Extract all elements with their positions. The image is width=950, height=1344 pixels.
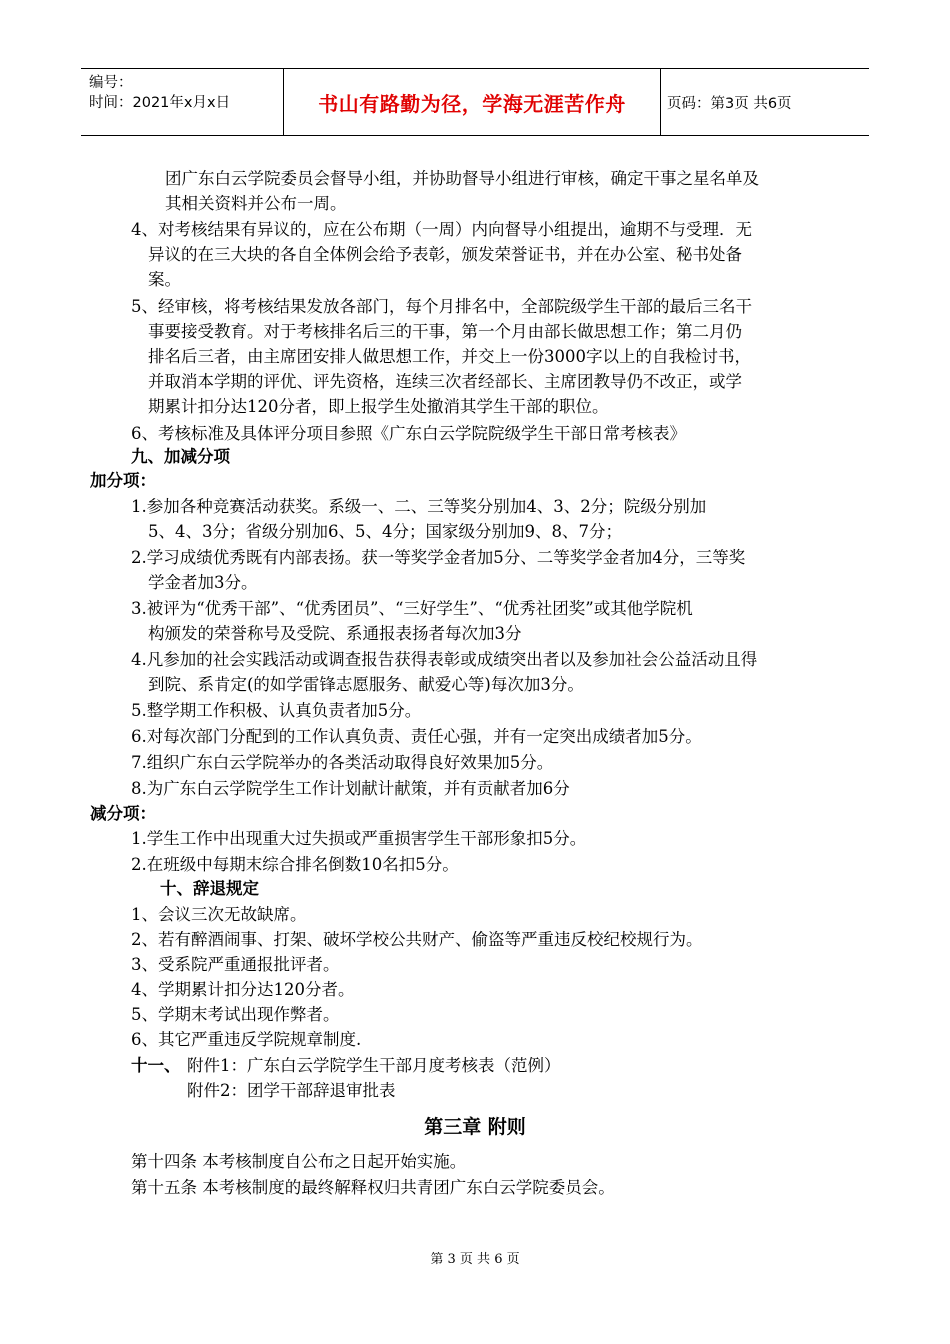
list-item: 8.为广东白云学院学生工作计划献计献策，并有贡献者加6分 — [131, 779, 570, 798]
paragraph-line: 事要接受教育。对于考核排名后三的干事，第一个月由部长做思想工作；第二月仍 — [148, 322, 742, 341]
number-label: 编号： — [89, 75, 133, 91]
list-item: 4.凡参加的社会实践活动或调查报告获得表彰或成绩突出者以及参加社会公益活动且得 — [131, 650, 758, 669]
paragraph-line: 其相关资料并公布一周。 — [165, 194, 347, 213]
section-heading: 十一、 — [131, 1056, 181, 1075]
list-item: 4、学期累计扣分达120分者。 — [131, 980, 355, 999]
paragraph-line: 排名后三者，由主席团安排人做思想工作，并交上一份3000字以上的自我检讨书， — [148, 347, 751, 366]
article-line: 第十四条 本考核制度自公布之日起开始实施。 — [131, 1152, 467, 1171]
chapter-title: 第三章 附则 — [424, 1116, 526, 1138]
paragraph-line: 团广东白云学院委员会督导小组，并协助督导小组进行审核，确定干事之星名单及 — [165, 169, 759, 188]
list-item: 5、4、3分；省级分别加6、5、4分；国家级分别加9、8、7分； — [148, 522, 622, 541]
list-item: 1.学生工作中出现重大过失损或严重损害学生干部形象扣5分。 — [131, 829, 587, 848]
paragraph-line: 案。 — [148, 270, 181, 289]
list-item: 1、会议三次无故缺席。 — [131, 905, 307, 924]
paragraph-line: 异议的在三大块的各自全体例会给予表彰，颁发荣誉证书，并在办公室、秘书处备 — [148, 245, 742, 264]
paragraph-line: 4、对考核结果有异议的，应在公布期（一周）内向督导小组提出，逾期不与受理．无 — [131, 220, 752, 239]
list-item: 到院、系肯定(的如学雷锋志愿服务、献爱心等)每次加3分。 — [148, 675, 584, 694]
list-item: 7.组织广东白云学院举办的各类活动取得良好效果加5分。 — [131, 753, 554, 772]
paragraph-line: 6、考核标准及具体评分项目参照《广东白云学院院级学生干部日常考核表》 — [131, 424, 686, 443]
paragraph-line: 5、经审核，将考核结果发放各部门，每个月排名中，全部院级学生干部的最后三名干 — [131, 297, 752, 316]
list-item: 2、若有醉酒闹事、打架、破坏学校公共财产、偷盗等严重违反校纪校规行为。 — [131, 930, 703, 949]
subsection-heading: 加分项： — [90, 471, 156, 490]
attachment-item: 附件1：广东白云学院学生干部月度考核表（范例） — [187, 1056, 561, 1075]
list-item: 6、其它严重违反学院规章制度. — [131, 1030, 362, 1049]
attachment-item: 附件2：团学干部辞退审批表 — [187, 1081, 396, 1100]
list-item: 2.学习成绩优秀既有内部表扬。获一等奖学金者加5分、二等奖学金者加4分，三等奖 — [131, 548, 746, 567]
list-item: 2.在班级中每期末综合排名倒数10名扣5分。 — [131, 855, 459, 874]
list-item: 5、学期末考试出现作弊者。 — [131, 1005, 340, 1024]
section-heading: 十、辞退规定 — [160, 879, 259, 898]
list-item: 构颁发的荣誉称号及受院、系通报表扬者每次加3分 — [148, 624, 522, 643]
list-item: 1.参加各种竞赛活动获奖。系级一、二、三等奖分别加4、3、2分；院级分别加 — [131, 497, 707, 516]
list-item: 6.对每次部门分配到的工作认真负责、责任心强，并有一定突出成绩者加5分。 — [131, 727, 702, 746]
header-meta — [81, 69, 284, 135]
section-heading: 九、加减分项 — [131, 447, 230, 466]
header-page-label: 页码：第3页 共6页 — [667, 95, 792, 112]
paragraph-line: 期累计扣分达120分者，即上报学生处撤消其学生干部的职位。 — [148, 397, 609, 416]
subsection-heading: 减分项： — [90, 804, 156, 823]
header-motto: 书山有路勤为径，学海无涯苦作舟 — [284, 69, 661, 135]
page-footer: 第 3 页 共 6 页 — [430, 1252, 520, 1267]
time-label: 时间：2021年x月x日 — [89, 95, 231, 111]
list-item: 3、受系院严重通报批评者。 — [131, 955, 340, 974]
list-item: 5.整学期工作积极、认真负责者加5分。 — [131, 701, 422, 720]
paragraph-line: 并取消本学期的评优、评先资格，连续三次者经部长、主席团教导仍不改正，或学 — [148, 372, 742, 391]
article-line: 第十五条 本考核制度的最终解释权归共青团广东白云学院委员会。 — [131, 1178, 615, 1197]
list-item: 3.被评为“优秀干部”、“优秀团员”、“三好学生”、“优秀社团奖”或其他学院机 — [131, 599, 693, 618]
list-item: 学金者加3分。 — [148, 573, 258, 592]
page-header — [81, 68, 869, 136]
